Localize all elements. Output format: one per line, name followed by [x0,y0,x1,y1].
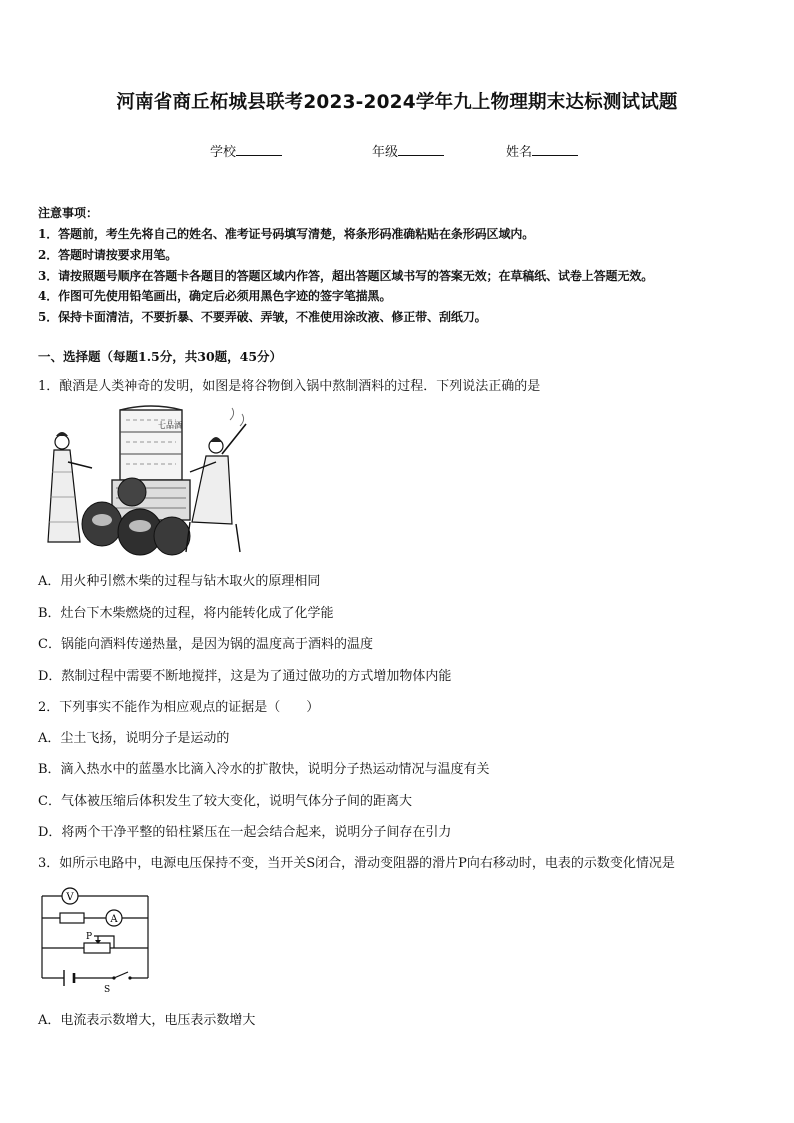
notice-heading: 注意事项： [38,206,99,220]
circuit-diagram [38,882,154,994]
question-1-stem: 1．酿酒是人类神奇的发明，如图是将谷物倒入锅中熬制酒料的过程．下列说法正确的是 [38,379,541,394]
grade-field [372,141,444,160]
question-1-option-d: D．熬制过程中需要不断地搅拌，这是为了通过做功的方式增加物体内能 [38,669,452,684]
school-field [210,141,282,160]
name-label: 姓名 [506,145,533,160]
question-2-stem: 2．下列事实不能作为相应观点的证据是（ ） [38,700,320,715]
switch-label: S [104,985,111,994]
exam-title: 河南省商丘柘城县联考2023-2024学年九上物理期末达标测试试题 [116,92,678,113]
notice-list [38,224,653,328]
ammeter-label: A [110,914,118,925]
student-info-row [0,141,794,161]
school-label: 学校 [210,145,237,160]
notice-item: 5．保持卡面清洁，不要折暴、不要弄破、弄皱，不准使用涂改液、修正带、刮纸刀。 [38,310,487,325]
question-1-option-a: A．用火种引燃木柴的过程与钻木取火的原理相同 [38,574,321,589]
notice-item: 2．答题时请按要求用笔。 [38,247,178,262]
question-3-option-a: A．电流表示数增大，电压表示数增大 [38,1013,256,1028]
question-2-option-a: A．尘土飞扬，说明分子是运动的 [38,731,230,746]
school-blank [236,143,282,156]
notice-item: 1．答题前，考生先将自己的姓名、准考证号码填写清楚，将条形码准确粘贴在条形码区域内。 [38,227,535,241]
notice-item: 4．作图可先使用铅笔画出，确定后必须用黑色字迹的签字笔描黑。 [38,289,392,304]
section-heading: 一、选择题（每题1.5分，共30题，45分） [38,349,283,364]
question-1-option-b: B．灶台下木柴燃烧的过程，将内能转化成了化学能 [38,606,334,621]
question-2-option-d: D．将两个干净平整的铅柱紧压在一起会结合起来，说明分子间存在引力 [38,825,452,840]
question-2-option-c: C．气体被压缩后体积发生了较大变化，说明气体分子间的距离大 [38,794,412,809]
question-3-stem: 3．如所示电路中，电源电压保持不变，当开关S闭合，滑动变阻器的滑片P向右移动时，电表的示数变化情况是 [38,856,675,871]
question-1-option-c: C．锅能向酒料传递热量，是因为锅的温度高于酒料的温度 [38,637,373,652]
notice-item: 3．请按照题号顺序在答题卡各题目的答题区域内作答，超出答题区域书写的答案无效；在草稿纸、试卷上答题无效。 [38,268,654,283]
name-blank [532,143,578,156]
name-field [506,141,578,160]
wine-brewing-illustration [40,402,250,558]
voltmeter-label: V [66,892,74,903]
grade-blank [398,143,444,156]
vessel-label: 七品酒 [158,421,182,430]
slider-label: P [86,932,93,942]
question-2-option-b: B．滴入热水中的蓝墨水比滴入冷水的扩散快，说明分子热运动情况与温度有关 [38,762,490,777]
grade-label: 年级 [372,145,399,160]
